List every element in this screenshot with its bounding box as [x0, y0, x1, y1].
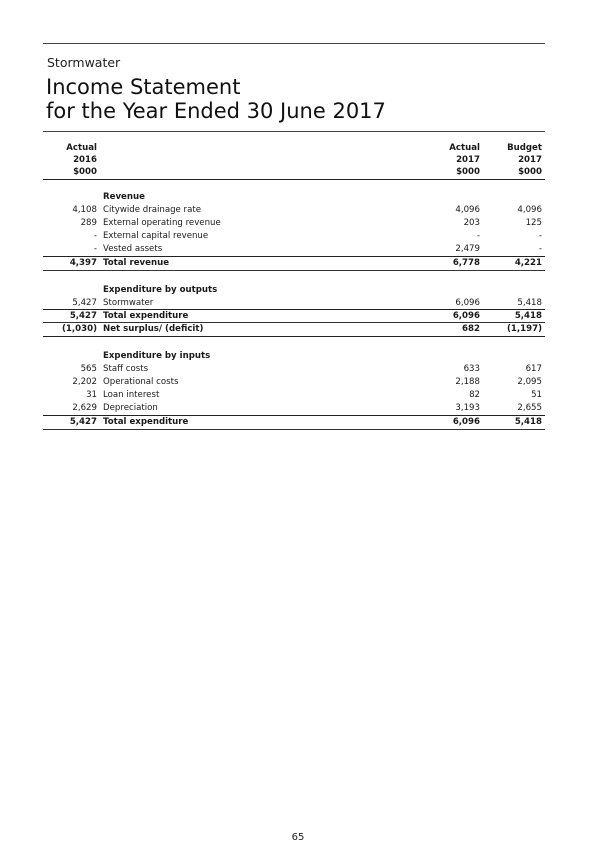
cell-prior: - [93, 231, 97, 241]
cell-budget: 5,418 [514, 311, 542, 321]
col-budget-header: Budget [507, 143, 542, 153]
cell-actual: 203 [463, 218, 480, 228]
cell-actual: 2,479 [455, 244, 480, 254]
page-subtitle: for the Year Ended 30 June 2017 [46, 99, 386, 123]
cell-prior: 4,397 [69, 258, 97, 268]
inputs-heading-row [43, 350, 545, 363]
cell-label: Staff costs [103, 364, 149, 374]
cell-actual: 2,188 [455, 377, 480, 387]
total-expenditure-inputs-row [43, 416, 545, 429]
cell-budget: - [538, 231, 542, 241]
title-rule [43, 131, 545, 132]
header-rule [43, 179, 545, 180]
col-actual-year: 2017 [456, 155, 480, 165]
cell-prior: 2,629 [72, 403, 97, 413]
cell-label: Operational costs [103, 377, 179, 387]
cell-actual: 82 [469, 390, 480, 400]
table-row [43, 204, 545, 217]
cell-label: Loan interest [103, 390, 160, 400]
col-budget-year: 2017 [518, 155, 542, 165]
revenue-heading-row [43, 191, 545, 204]
cell-actual: 633 [463, 364, 480, 374]
cell-budget: - [538, 244, 542, 254]
cell-label: External operating revenue [103, 218, 221, 228]
cell-budget: 125 [525, 218, 542, 228]
cell-prior: (1,030) [61, 324, 97, 334]
table-row [43, 376, 545, 389]
cell-budget: 51 [531, 390, 542, 400]
table-row [43, 230, 545, 243]
section-name: Stormwater [47, 55, 121, 70]
cell-actual: 6,096 [452, 311, 480, 321]
cell-label: Depreciation [103, 403, 158, 413]
cell-actual: 6,096 [455, 298, 480, 308]
inputs-heading: Expenditure by inputs [103, 351, 211, 361]
net-surplus-row [43, 323, 545, 336]
table-row [43, 217, 545, 230]
table-row [43, 243, 545, 256]
cell-prior: 2,202 [72, 377, 97, 387]
cell-prior: 289 [80, 218, 97, 228]
table-row [43, 402, 545, 415]
page-title: Income Statement [46, 75, 241, 99]
cell-budget: 5,418 [517, 298, 542, 308]
cell-budget: 617 [525, 364, 542, 374]
total-revenue-row [43, 257, 545, 270]
cell-prior: 5,427 [69, 417, 97, 427]
cell-label: Total revenue [103, 258, 170, 268]
cell-actual: - [476, 231, 480, 241]
outputs-heading: Expenditure by outputs [103, 285, 218, 295]
cell-actual: 4,096 [455, 205, 480, 215]
total-rule [43, 270, 545, 271]
cell-actual: 6,778 [452, 258, 480, 268]
total-rule [43, 429, 545, 430]
column-header-row-3 [43, 166, 545, 179]
col-prior-year: 2016 [73, 155, 97, 165]
cell-label: Total expenditure [103, 311, 189, 321]
cell-budget: 4,221 [514, 258, 542, 268]
cell-budget: 5,418 [514, 417, 542, 427]
col-prior-unit: $000 [73, 167, 97, 177]
cell-label: Net surplus/ (deficit) [103, 324, 204, 334]
table-row [43, 389, 545, 402]
cell-budget: 4,096 [517, 205, 542, 215]
cell-prior: 5,427 [69, 311, 97, 321]
table-row [43, 363, 545, 376]
cell-budget: 2,655 [517, 403, 542, 413]
cell-actual: 682 [462, 324, 480, 334]
cell-label: Citywide drainage rate [103, 205, 202, 215]
net-rule [43, 336, 545, 337]
cell-prior: - [93, 244, 97, 254]
top-rule [43, 43, 545, 44]
cell-label: Stormwater [103, 298, 154, 308]
cell-budget: 2,095 [517, 377, 542, 387]
outputs-heading-row [43, 284, 545, 297]
cell-prior: 31 [86, 390, 97, 400]
cell-prior: 565 [80, 364, 97, 374]
col-actual-header: Actual [449, 143, 480, 153]
cell-budget: (1,197) [506, 324, 542, 334]
col-prior-header: Actual [66, 143, 97, 153]
cell-actual: 3,193 [455, 403, 480, 413]
cell-label: External capital revenue [103, 231, 209, 241]
cell-label: Total expenditure [103, 417, 189, 427]
cell-label: Vested assets [103, 244, 163, 254]
cell-prior: 4,108 [72, 205, 97, 215]
cell-actual: 6,096 [452, 417, 480, 427]
cell-prior: 5,427 [72, 298, 97, 308]
page-number: 65 [291, 832, 305, 843]
revenue-heading: Revenue [103, 192, 145, 202]
col-budget-unit: $000 [518, 167, 542, 177]
col-actual-unit: $000 [456, 167, 480, 177]
